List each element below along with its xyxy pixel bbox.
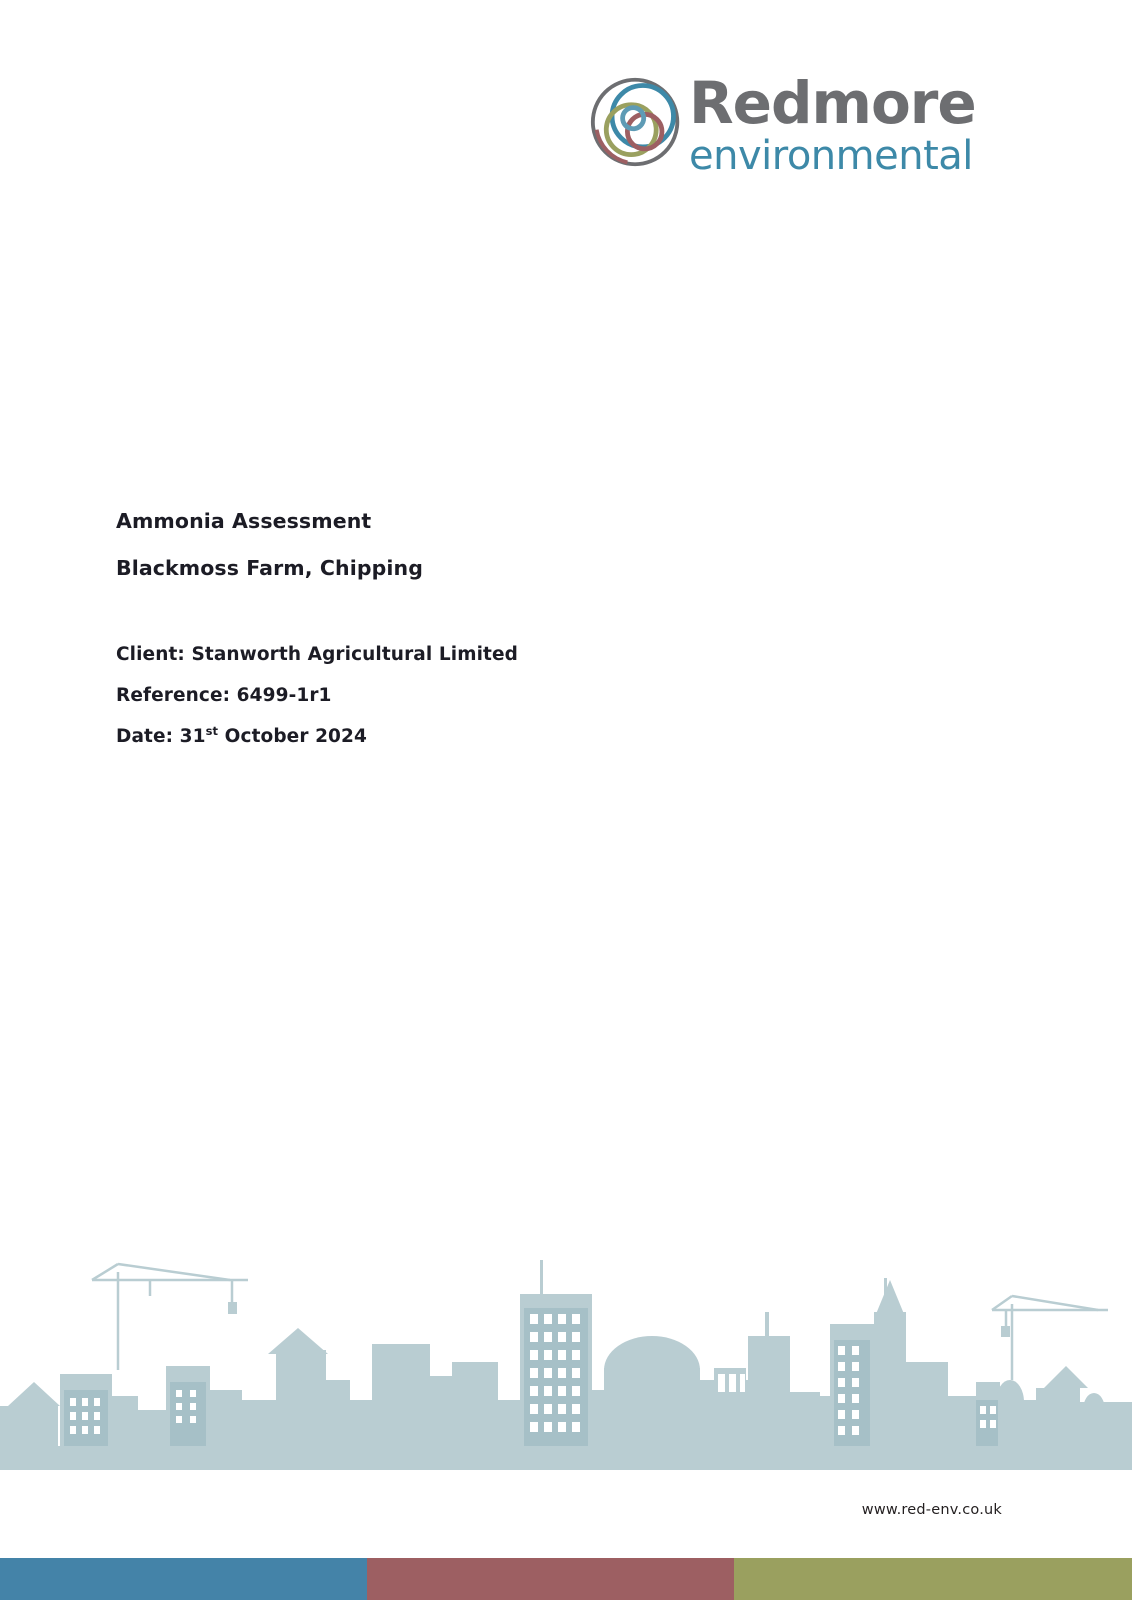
document-meta-block — [116, 634, 816, 757]
colour-bar-segment-olive — [734, 1558, 1132, 1600]
date-line — [116, 716, 816, 757]
page-title: Ammonia Assessment — [116, 509, 372, 533]
colour-bar-segment-blue — [0, 1558, 367, 1600]
footer-website-link[interactable]: www.red-env.co.uk — [861, 1502, 1002, 1518]
date-ordinal: st — [205, 723, 219, 738]
city-skyline-illustration — [0, 1250, 1132, 1470]
date-rest: October 2024 — [218, 726, 367, 747]
reference-line: Reference: 6499-1r1 — [116, 685, 332, 706]
footer-colour-bar — [0, 1558, 1132, 1600]
brand-name-secondary: environmental — [689, 133, 973, 179]
brand-logo — [589, 69, 999, 187]
date-label: Date: 31 — [116, 726, 206, 747]
document-title-block — [116, 498, 816, 592]
redmore-circles-logo-icon — [589, 74, 685, 170]
colour-bar-segment-red — [367, 1558, 734, 1600]
client-line: Client: Stanworth Agricultural Limited — [116, 644, 518, 665]
brand-name-primary: Redmore — [689, 69, 976, 137]
page-subtitle: Blackmoss Farm, Chipping — [116, 556, 423, 580]
